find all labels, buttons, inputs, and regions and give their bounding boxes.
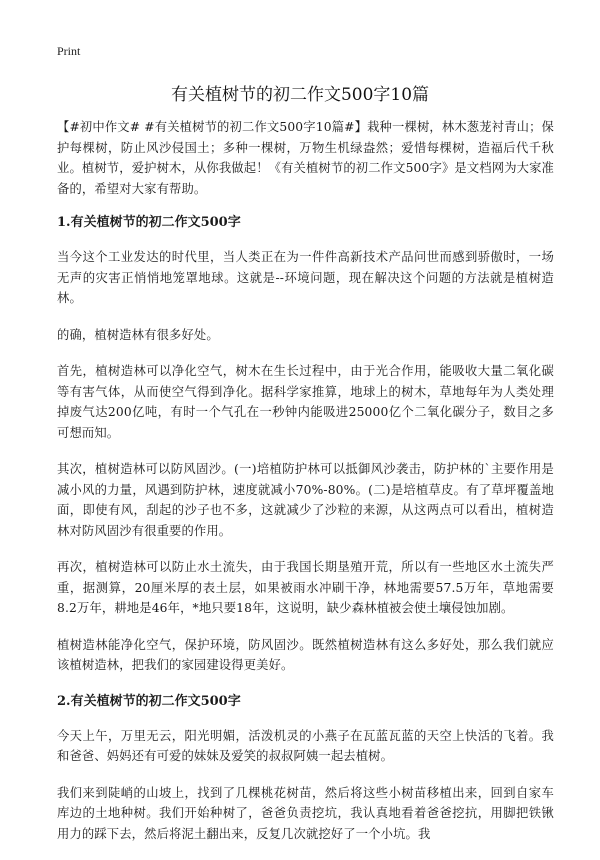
paragraph: 当今这个工业发达的时代里，当人类正在为一件件高新技术产品问世而感到骄傲时，一场无声的灾害正悄悄地笼罩地球。这就是--环境问题，现在解决这个问题的方法就是植树造林。: [57, 250, 554, 305]
paragraph: 其次，植树造林可以防风固沙。(一)培植防护林可以抵御风沙袭击，防护林的`主要作用是减小风的力量，风遇到防护林，速度就减小70%-80%。(二)是培植草皮。有了草坪覆盖地面，即使有风，刮起的沙子也不多，这就减少了沙粒的来源，从这两点可以看出，植树造林对防风固沙有很重要的作用。: [57, 462, 554, 538]
paragraph: 的确，植树造林有很多好处。: [57, 327, 219, 342]
print-label[interactable]: Print: [57, 44, 81, 58]
intro-paragraph: 【#初中作文# #有关植树节的初二作文500字10篇#】栽种一棵树，林木葱茏衬青山；保护每棵树，防止风沙侵国土；多种一棵树，万物生机绿盎然；爱惜每棵树，造福后代千秋业。植树节，爱护树木，从你我做起！《有关植树节的初二作文500字》是文档网为大家准备的，希望对大家有帮助。: [57, 120, 554, 196]
page-title: 有关植树节的初二作文500字10篇: [170, 85, 430, 105]
paragraph: 今天上午，万里无云，阳光明媚，活泼机灵的小燕子在瓦蓝瓦蓝的天空上快活的飞着。我和爸爸、妈妈还有可爱的妹妹及爱笑的叔叔阿姨一起去植树。: [57, 728, 554, 763]
paragraph: 我们来到陡峭的山坡上，找到了几棵桃花树苗，然后将这些小树苗移植出来，回到自家车库边的土地种树。我们开始种树了，爸爸负责挖坑，我认真地看着爸爸挖抗，用脚把铁锹用力的踩下去，然后将泥土翻出来，反复几次就挖好了一个小坑。我: [57, 785, 554, 841]
paragraph: 植树造林能净化空气，保护环境，防风固沙。既然植树造林有这么多好处，那么我们就应该植树造林，把我们的家园建设得更美好。: [57, 637, 554, 672]
paragraph: 再次，植树造林可以防止水土流失，由于我国长期垦殖开荒，所以有一些地区水土流失严重，据测算，20厘米厚的表土层，如果被雨水冲刷干净，林地需要57.5万年，草地需要8.2万年，耕地是46年，*地只要18年，这说明，缺少森林植被会使土壤侵蚀加剧。: [57, 560, 554, 615]
section-heading: 2.有关植树节的初二作文500字: [57, 693, 241, 709]
paragraph: 首先，植树造林可以净化空气，树木在生长过程中，由于光合作用，能吸收大量二氧化碳等有害气体，从而使空气得到净化。据科学家推算，地球上的树木，草地每年为人类处理掉废气达200亿吨，有时一个气孔在一秒钟内能吸进25000亿个二氧化碳分子，数目之多可想而知。: [57, 364, 554, 440]
section-heading: 1.有关植树节的初二作文500字: [57, 215, 241, 230]
article-body: [57, 117, 554, 860]
